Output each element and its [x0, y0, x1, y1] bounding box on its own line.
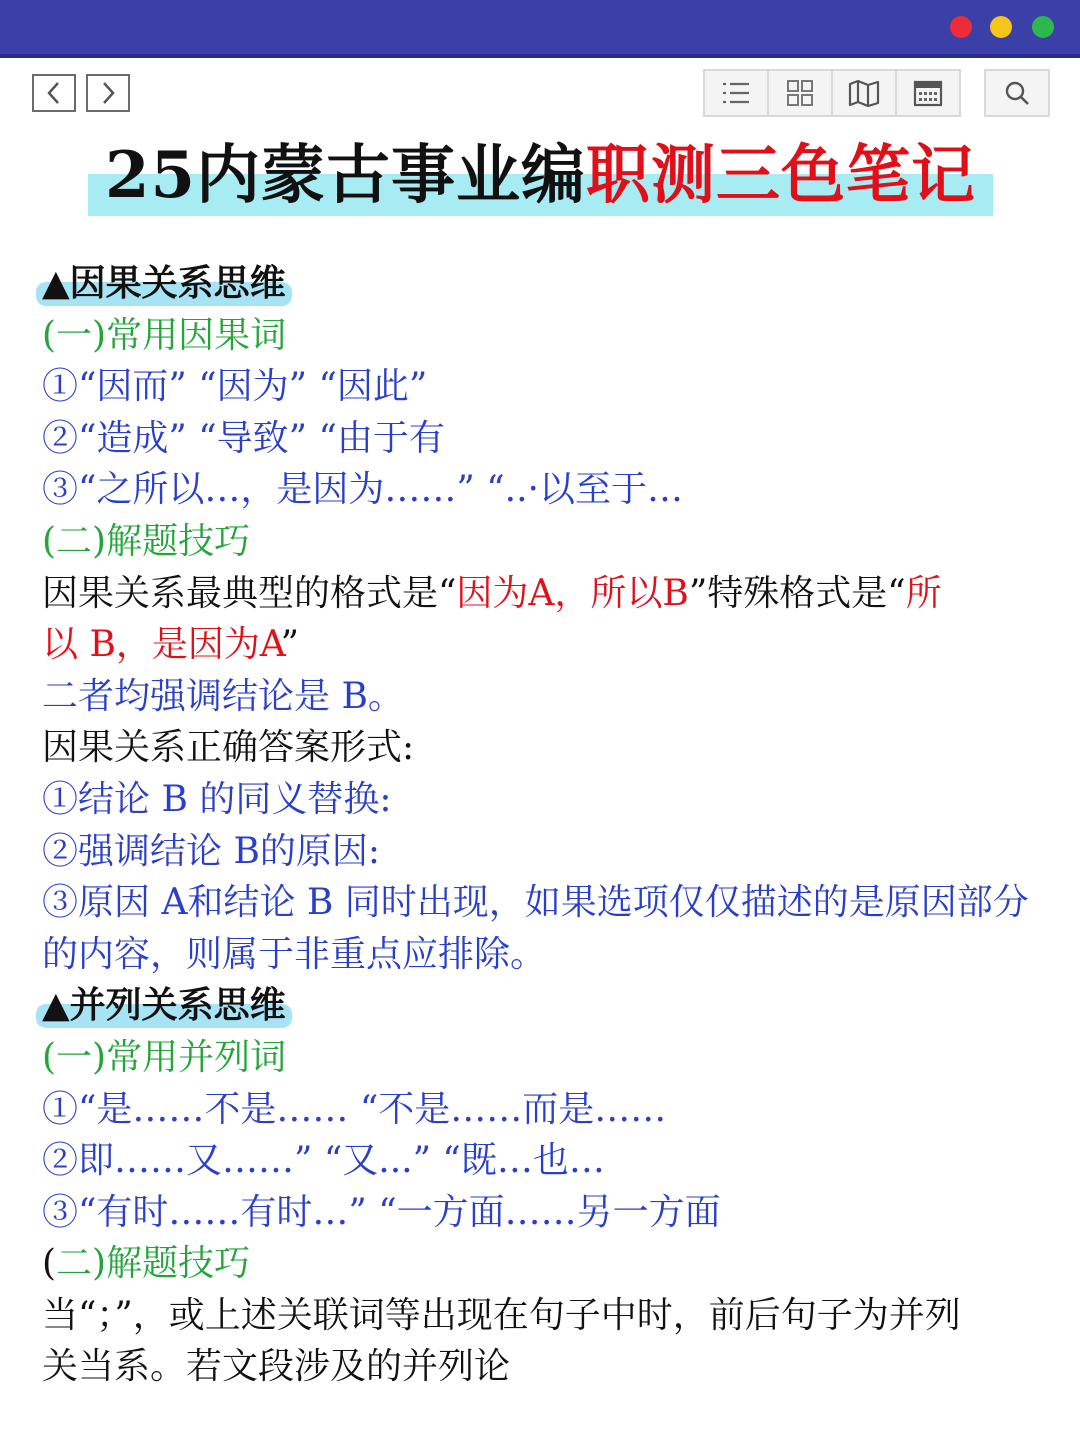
- parallel-words-line-1: ①“是……不是…… “不是……而是……: [42, 1088, 667, 1130]
- subheading-cause-words: (一)常用因果词: [42, 314, 287, 356]
- chevron-right-icon: [98, 80, 118, 106]
- chevron-left-icon: [44, 80, 64, 106]
- section-heading-cause-effect: ▲因果关系思维: [42, 258, 286, 310]
- map-icon: [848, 79, 880, 107]
- cause-words-line-2: ②“造成” “导致” “由于有: [42, 417, 445, 459]
- title-black-part: 25内蒙古事业编: [104, 138, 587, 213]
- grid-view-button[interactable]: [769, 71, 833, 115]
- subheading-parallel-tips: (二)解题技巧: [42, 1243, 251, 1285]
- parallel-tip-line-1: 当“；”，或上述关联词等出现在句子中时，前后句子为并列: [42, 1294, 961, 1336]
- cause-answer-forms-label: 因果关系正确答案形式:: [42, 727, 415, 769]
- parallel-tip-line-2: 关当系。若文段涉及的并列论: [42, 1346, 511, 1388]
- calendar-view-button[interactable]: [897, 71, 959, 115]
- notes-body: [42, 258, 1042, 1393]
- search-button[interactable]: [984, 69, 1050, 117]
- minimize-window-button[interactable]: [990, 16, 1012, 38]
- cause-note-conclusion: 二者均强调结论是 B。: [42, 675, 404, 717]
- cause-format-line-2: 以 B，是因为A”: [42, 624, 300, 666]
- map-view-button[interactable]: [833, 71, 897, 115]
- cause-words-line-1: ①“因而” “因为” “因此”: [42, 366, 428, 408]
- maximize-window-button[interactable]: [1032, 16, 1054, 38]
- subheading-cause-tips: (二)解题技巧: [42, 520, 251, 562]
- cause-words-line-3: ③“之所以…，是因为……” “..·以至于…: [42, 469, 683, 511]
- cause-answer-form-3: ③原因 A和结论 B 同时出现，如果选项仅仅描述的是原因部分: [42, 882, 1029, 924]
- parallel-words-line-3: ③“有时……有时…” “一方面……另一方面: [42, 1191, 721, 1233]
- cause-answer-form-1: ①结论 B 的同义替换:: [42, 778, 392, 820]
- search-icon: [1003, 79, 1031, 107]
- list-view-button[interactable]: [705, 71, 769, 115]
- view-toolbar: [703, 69, 961, 117]
- calendar-icon: [913, 79, 943, 107]
- cause-format-line-1: 因果关系最典型的格式是“因为A，所以B”特殊格式是“所: [42, 572, 942, 614]
- page-title: [88, 132, 993, 220]
- cause-answer-form-3-cont: 的内容，则属于非重点应排除。: [42, 933, 547, 975]
- forward-button[interactable]: [86, 74, 130, 112]
- title-red-part: 职测三色笔记: [586, 138, 977, 213]
- window-titlebar: [0, 0, 1080, 58]
- cause-answer-form-2: ②强调结论 B的原因:: [42, 830, 381, 872]
- section-heading-parallel: ▲并列关系思维: [42, 980, 286, 1032]
- grid-icon: [786, 79, 814, 107]
- list-icon: [721, 80, 751, 106]
- close-window-button[interactable]: [950, 16, 972, 38]
- parallel-words-line-2: ②即……又……” “又...” “既…也…: [42, 1140, 605, 1182]
- back-button[interactable]: [32, 74, 76, 112]
- subheading-parallel-words: (一)常用并列词: [42, 1036, 287, 1078]
